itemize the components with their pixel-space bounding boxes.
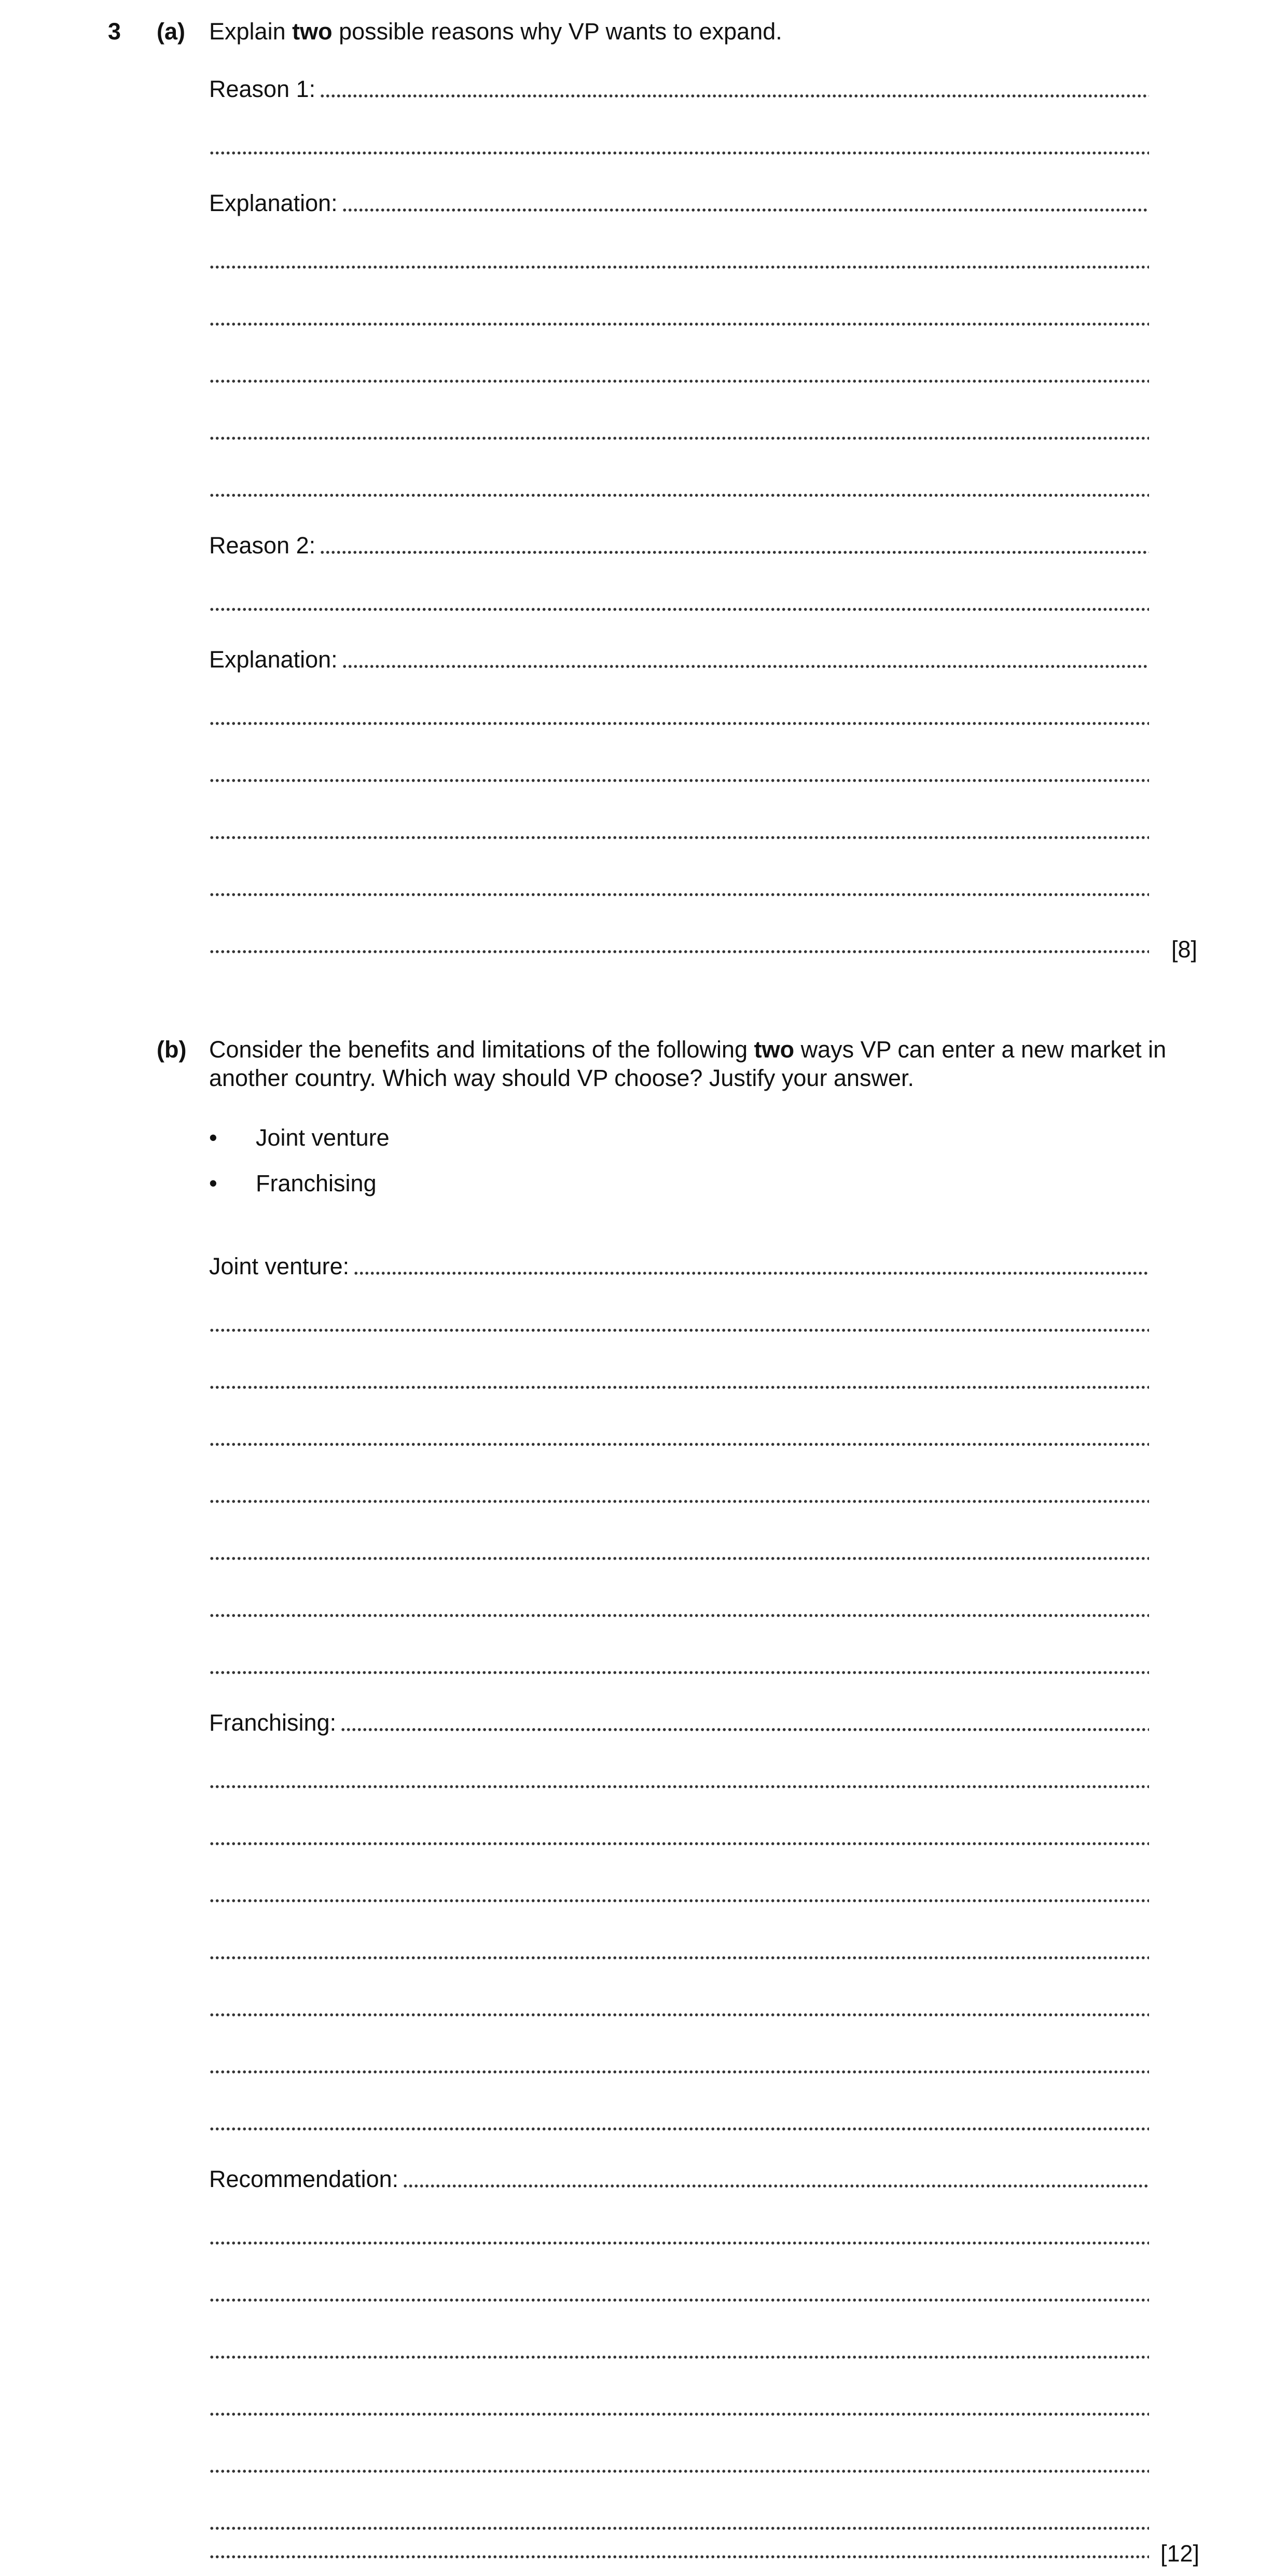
answer-line[interactable]	[209, 132, 1149, 160]
dotted-line	[403, 2183, 1149, 2189]
dotted-line	[209, 2069, 1149, 2075]
answer-line-joint-venture[interactable]	[209, 1252, 1149, 1280]
dotted-line	[209, 435, 1149, 441]
answer-line-explanation-2[interactable]	[209, 646, 1149, 674]
explanation-1-label: Explanation:	[209, 190, 338, 216]
answer-line[interactable]	[209, 2051, 1149, 2079]
answer-line[interactable]	[209, 1880, 1149, 1908]
dotted-line	[209, 1841, 1149, 1847]
dotted-line	[320, 93, 1149, 99]
dotted-line	[209, 2411, 1149, 2417]
answer-line[interactable]	[209, 1823, 1149, 1851]
part-a-prompt-post: possible reasons why VP wants to expand.	[332, 18, 782, 45]
dotted-line	[342, 663, 1149, 670]
bullet-joint-venture: Joint venture	[256, 1124, 390, 1151]
dotted-line	[340, 1726, 1149, 1733]
dotted-line	[209, 1498, 1149, 1505]
reason-1-label: Reason 1:	[209, 76, 316, 102]
dotted-line	[353, 1270, 1149, 1276]
answer-line[interactable]	[209, 1652, 1149, 1680]
answer-line[interactable]	[209, 1424, 1149, 1452]
answer-line[interactable]	[209, 589, 1149, 617]
dotted-line	[209, 2354, 1149, 2360]
question-number: 3	[108, 18, 121, 45]
joint-venture-label: Joint venture:	[209, 1253, 350, 1279]
dotted-line	[209, 1898, 1149, 1904]
dotted-line	[209, 2012, 1149, 2018]
answer-line[interactable]	[209, 1937, 1149, 1965]
dotted-line	[209, 892, 1149, 898]
answer-line-recommendation[interactable]	[209, 2165, 1149, 2193]
answer-line[interactable]	[209, 1766, 1149, 1794]
answer-line[interactable]	[209, 475, 1149, 503]
dotted-line	[209, 1612, 1149, 1619]
dotted-line	[209, 378, 1149, 384]
answer-line[interactable]	[209, 1538, 1149, 1566]
part-b-label: (b)	[157, 1036, 187, 1063]
answer-line[interactable]	[209, 703, 1149, 731]
dotted-line	[342, 207, 1149, 213]
part-a-prompt	[209, 18, 782, 46]
answer-line[interactable]	[209, 931, 1149, 959]
dotted-line	[209, 492, 1149, 498]
answer-line-reason-1[interactable]	[209, 75, 1149, 103]
bullet-franchising: Franchising	[256, 1170, 377, 1196]
part-a-marks: [8]	[1171, 936, 1198, 963]
dotted-line	[209, 1327, 1149, 1333]
answer-line[interactable]	[209, 2108, 1149, 2136]
answer-line[interactable]	[209, 2336, 1149, 2364]
part-a-prompt-pre: Explain	[209, 18, 293, 45]
dotted-line	[209, 321, 1149, 327]
franchising-label: Franchising:	[209, 1709, 337, 1736]
answer-line[interactable]	[209, 2393, 1149, 2421]
answer-line[interactable]	[209, 1310, 1149, 1338]
bullet-marker: •	[209, 1170, 217, 1196]
explanation-2-label: Explanation:	[209, 646, 338, 673]
bullet-marker: •	[209, 1124, 217, 1151]
answer-line[interactable]	[209, 760, 1149, 788]
answer-line-franchising[interactable]	[209, 1709, 1149, 1737]
dotted-line	[209, 1384, 1149, 1390]
answer-line[interactable]	[209, 2450, 1149, 2478]
answer-line[interactable]	[209, 1994, 1149, 2022]
answer-line-reason-2[interactable]	[209, 532, 1149, 560]
answer-line[interactable]	[209, 2508, 1149, 2536]
dotted-line	[209, 2297, 1149, 2303]
dotted-line	[209, 150, 1149, 156]
part-b-prompt-line-1	[209, 1036, 1166, 1064]
dotted-line	[209, 720, 1149, 727]
dotted-line	[320, 549, 1149, 555]
dotted-line	[209, 2468, 1149, 2474]
part-b-prompt-pre: Consider the benefits and limitations of the following	[209, 1036, 754, 1063]
part-b-prompt-line-2: another country. Which way should VP choose? Justify your answer.	[209, 1065, 915, 1091]
dotted-line	[209, 949, 1149, 955]
answer-line-explanation-1[interactable]	[209, 189, 1149, 217]
dotted-line	[209, 1955, 1149, 1961]
part-a-label: (a)	[157, 18, 185, 45]
answer-line[interactable]	[209, 817, 1149, 845]
answer-line-final[interactable]	[209, 2536, 1149, 2564]
part-b-prompt-post: ways VP can enter a new market in	[794, 1036, 1167, 1063]
answer-line[interactable]	[209, 1481, 1149, 1509]
part-a-prompt-bold: two	[292, 18, 333, 45]
part-b-marks: [12]	[1160, 2540, 1200, 2567]
dotted-line	[209, 2525, 1149, 2531]
answer-line[interactable]	[209, 246, 1149, 274]
dotted-line	[209, 1784, 1149, 1790]
dotted-line	[209, 2126, 1149, 2132]
answer-line[interactable]	[209, 2222, 1149, 2250]
answer-line[interactable]	[209, 1367, 1149, 1395]
dotted-line	[209, 264, 1149, 270]
dotted-line	[209, 2240, 1149, 2246]
dotted-line	[209, 1669, 1149, 1676]
answer-line[interactable]	[209, 360, 1149, 388]
answer-line[interactable]	[209, 1595, 1149, 1623]
answer-line[interactable]	[209, 417, 1149, 445]
dotted-line	[209, 1441, 1149, 1447]
answer-line[interactable]	[209, 2279, 1149, 2307]
dotted-line	[209, 834, 1149, 841]
answer-line[interactable]	[209, 874, 1149, 902]
dotted-line	[209, 777, 1149, 784]
recommendation-label: Recommendation:	[209, 2166, 399, 2192]
reason-2-label: Reason 2:	[209, 532, 316, 559]
dotted-line	[209, 606, 1149, 612]
part-b-prompt-bold: two	[754, 1036, 795, 1063]
dotted-line	[209, 2554, 1149, 2560]
answer-line[interactable]	[209, 303, 1149, 331]
dotted-line	[209, 1555, 1149, 1562]
